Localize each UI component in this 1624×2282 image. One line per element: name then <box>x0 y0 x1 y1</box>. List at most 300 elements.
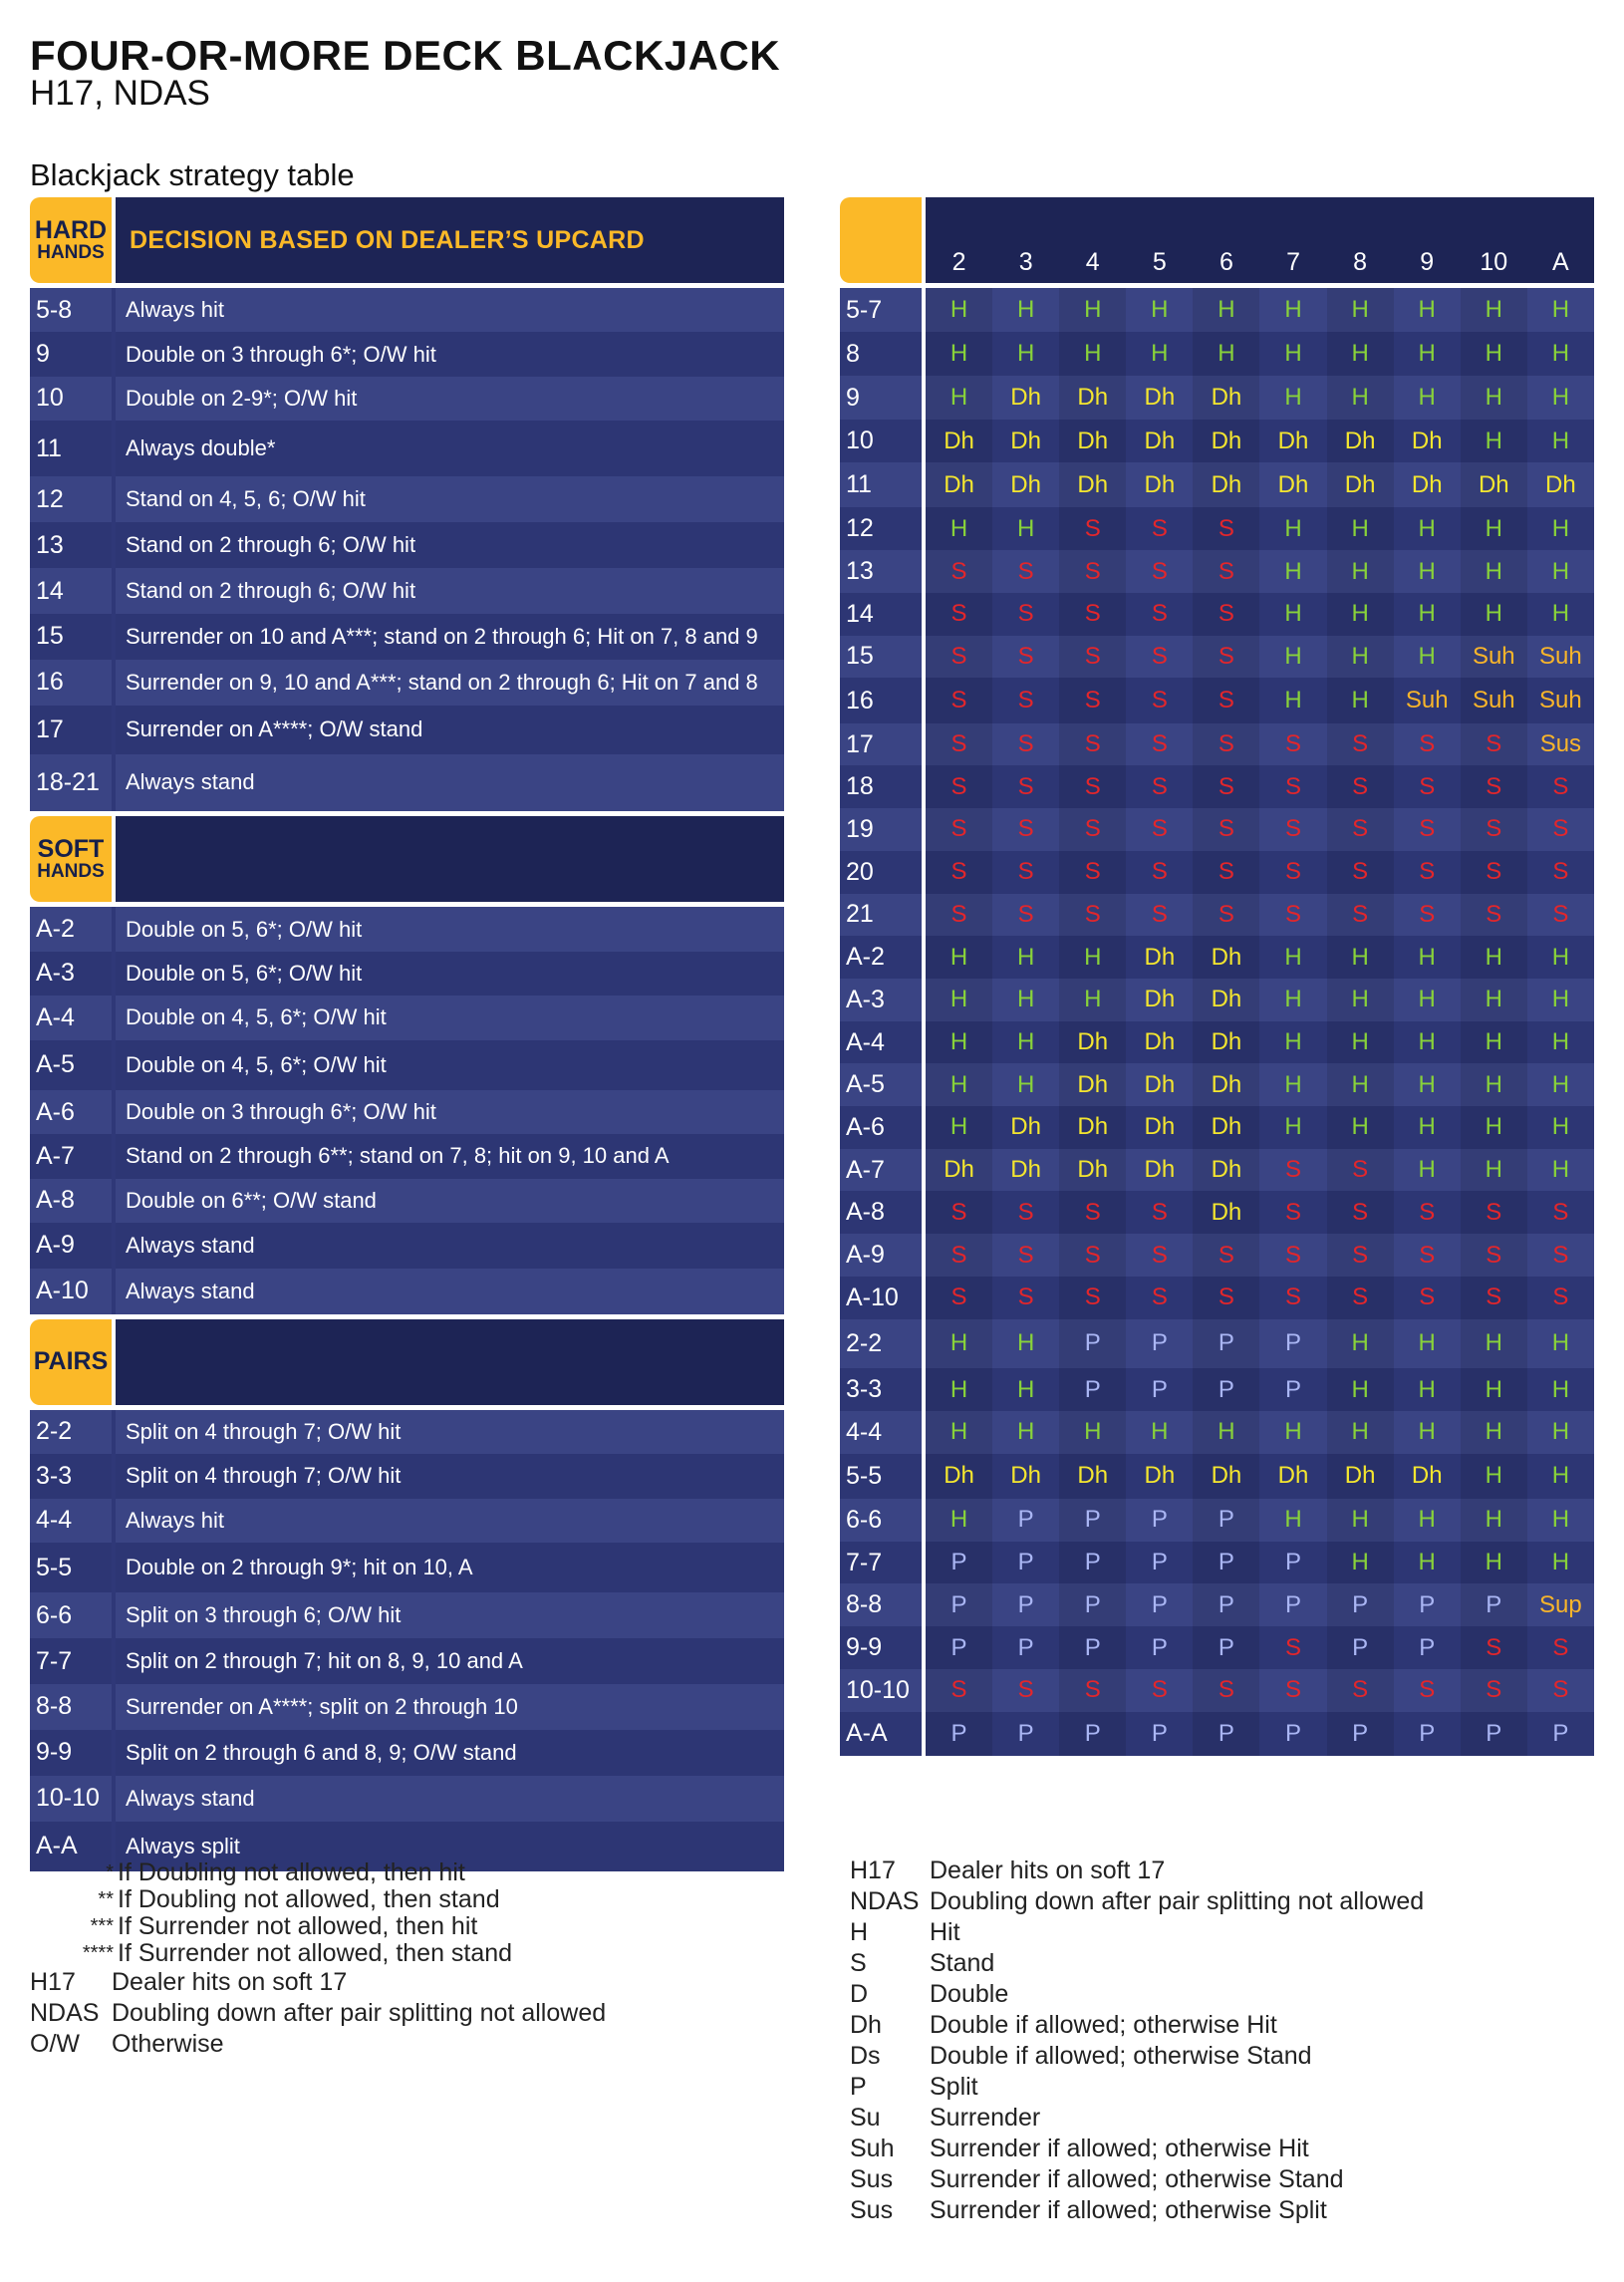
strategy-row <box>30 1269 784 1314</box>
legend-text: Double <box>930 1980 1009 2008</box>
action-cell: S <box>1059 808 1126 851</box>
section-tag <box>30 816 112 902</box>
grid-row <box>840 1149 1594 1192</box>
section-header <box>30 197 784 283</box>
grid-row <box>840 1319 1594 1369</box>
action-cell: H <box>1461 936 1527 979</box>
hand-label: A-6 <box>30 1090 112 1134</box>
strategy-row <box>30 568 784 614</box>
action-cells <box>926 1368 1594 1411</box>
action-cell: H <box>1461 1063 1527 1106</box>
action-cell: S <box>1419 730 1436 758</box>
action-cells <box>926 1583 1594 1626</box>
action-cell: S <box>1193 1234 1259 1277</box>
action-cell: S <box>1419 1284 1436 1311</box>
legend-entry <box>850 2134 1424 2164</box>
grid-row <box>840 1234 1594 1277</box>
hand-description: Always stand <box>116 1223 784 1269</box>
action-cell: P <box>1151 1719 1168 1747</box>
action-cell: S <box>1461 765 1527 808</box>
hand-label: 11 <box>840 462 922 507</box>
footnote-text: If Surrender not allowed, then stand <box>118 1939 513 1967</box>
hand-description: Stand on 2 through 6**; stand on 7, 8; hit on 9, 10 and A <box>116 1134 784 1178</box>
action-cell: P <box>1151 1549 1168 1576</box>
action-cell: S <box>1419 1198 1436 1226</box>
action-cell: P <box>926 1626 992 1669</box>
action-cells <box>926 288 1594 332</box>
action-cell: S <box>1151 557 1168 585</box>
action-cell: Dh <box>1193 462 1259 507</box>
action-cell: S <box>1552 772 1569 800</box>
hand-label: 4-4 <box>30 1499 112 1543</box>
action-cell: Dh <box>1193 1063 1259 1106</box>
action-cell: H <box>1461 1106 1527 1149</box>
action-cell: Dh <box>1144 1462 1176 1490</box>
strategy-row <box>30 522 784 568</box>
legend-text: Stand <box>930 1949 995 1977</box>
action-cells <box>926 420 1594 462</box>
action-cell: S <box>1327 1191 1394 1234</box>
action-cell: P <box>1059 1319 1126 1369</box>
hand-label: 13 <box>840 550 922 593</box>
action-cells <box>926 979 1594 1021</box>
action-cell: H <box>926 1063 992 1106</box>
legend-entry <box>850 1948 1424 1979</box>
hand-label: 6-6 <box>840 1499 922 1542</box>
action-cells <box>926 1277 1594 1319</box>
hand-label: A-9 <box>30 1223 112 1269</box>
hand-label: A-9 <box>840 1234 922 1277</box>
action-cell: P <box>1419 1633 1436 1661</box>
action-cell: P <box>1193 1712 1259 1756</box>
action-cell: H <box>1461 1454 1527 1499</box>
hand-description: Split on 4 through 7; O/W hit <box>116 1454 784 1498</box>
legend-key: Su <box>850 2104 881 2132</box>
upcard-label: 2 <box>951 248 966 276</box>
action-cell: H <box>1461 593 1527 636</box>
action-cell: P <box>1151 1633 1168 1661</box>
hand-label: 10 <box>30 377 112 421</box>
action-cell: Dh <box>1059 420 1126 462</box>
legend-text: Surrender if allowed; otherwise Split <box>930 2196 1327 2224</box>
action-cell: Dh <box>1411 470 1443 498</box>
action-cell: P <box>1552 1719 1569 1747</box>
action-cell: H <box>1016 1028 1035 1055</box>
hand-label: 5-8 <box>30 288 112 332</box>
action-cell: S <box>1419 1241 1436 1269</box>
action-cell: H <box>1327 1063 1394 1106</box>
action-cell: P <box>1193 1499 1259 1542</box>
grid-row <box>840 1712 1594 1756</box>
action-cell: S <box>1285 1198 1302 1226</box>
action-cell: Dh <box>1327 420 1394 462</box>
action-cell: Dh <box>1059 1021 1126 1064</box>
action-cells <box>926 550 1594 593</box>
hand-description: Split on 3 through 6; O/W hit <box>116 1592 784 1638</box>
grid-row <box>840 851 1594 894</box>
action-cells <box>926 936 1594 979</box>
hand-description: Double on 2-9*; O/W hit <box>116 377 784 421</box>
hand-description: Double on 3 through 6*; O/W hit <box>116 332 784 376</box>
action-cell: S <box>1461 723 1527 766</box>
action-cell: H <box>926 1411 992 1454</box>
strategy-row <box>30 1638 784 1684</box>
action-cell: S <box>1461 1669 1527 1712</box>
action-cell: S <box>1059 1277 1126 1319</box>
hand-label: A-5 <box>30 1040 112 1090</box>
section-tag-line1: PAIRS <box>33 1347 109 1376</box>
strategy-row <box>30 421 784 476</box>
action-cell: H <box>1016 296 1035 324</box>
action-cell: S <box>1193 1277 1259 1319</box>
hand-description: Stand on 2 through 6; O/W hit <box>116 568 784 614</box>
action-cell: H <box>1327 1021 1394 1064</box>
section-header <box>30 816 784 902</box>
hand-label: 15 <box>840 636 922 679</box>
page-subtitle: H17, NDAS <box>30 74 210 113</box>
legend-entry <box>850 1917 1424 1948</box>
footnote-text: If Doubling not allowed, then hit <box>118 1858 465 1886</box>
grid-row <box>840 636 1594 679</box>
action-cell: S <box>1285 1156 1302 1184</box>
action-cell: Dh <box>1059 1106 1126 1149</box>
footnote <box>30 1913 606 1940</box>
action-cell: H <box>1059 1411 1126 1454</box>
action-cell: P <box>1017 1719 1034 1747</box>
action-cell: H <box>1016 943 1035 971</box>
action-cell: H <box>1551 1462 1570 1490</box>
action-cell: S <box>1193 507 1259 550</box>
action-cell: H <box>1193 288 1259 332</box>
legend-key: Dh <box>850 2011 882 2039</box>
legend-text: Surrender <box>930 2104 1041 2132</box>
action-cell: Dh <box>1461 462 1527 507</box>
action-cell: Dh <box>926 462 992 507</box>
hand-label: 5-7 <box>840 288 922 332</box>
hand-label: A-4 <box>30 996 112 1039</box>
action-cell: Dh <box>1144 427 1176 454</box>
action-cell: Dh <box>1144 943 1176 971</box>
strategy-row <box>30 1730 784 1776</box>
hand-label: A-3 <box>840 979 922 1021</box>
hand-label: 6-6 <box>30 1592 112 1638</box>
action-cell: S <box>1285 858 1302 886</box>
legend-entry <box>850 2041 1424 2072</box>
action-cell: H <box>1551 1070 1570 1098</box>
action-cell: Dh <box>1144 470 1176 498</box>
action-cell: S <box>1017 1676 1034 1704</box>
action-cell: S <box>1552 1284 1569 1311</box>
action-cell: S <box>926 1234 992 1277</box>
action-cell: S <box>1327 894 1394 937</box>
legend-key: H17 <box>850 1856 896 1884</box>
grid-row <box>840 1583 1594 1626</box>
legend-key: D <box>850 1980 869 2008</box>
strategy-row <box>30 332 784 376</box>
action-cell: S <box>1017 1198 1034 1226</box>
hand-description: Split on 2 through 7; hit on 8, 9, 10 and A <box>116 1638 784 1684</box>
action-cells <box>926 1149 1594 1192</box>
action-cell: H <box>1461 1542 1527 1584</box>
action-cell: H <box>1016 514 1035 542</box>
action-cell: H <box>1284 1418 1302 1446</box>
action-cells <box>926 1021 1594 1064</box>
action-cells <box>926 1106 1594 1149</box>
action-cell: H <box>926 288 992 332</box>
action-cell: S <box>1059 1234 1126 1277</box>
action-cell: P <box>1017 1633 1034 1661</box>
table-caption: Blackjack strategy table <box>30 157 355 192</box>
action-cell: P <box>1419 1719 1436 1747</box>
action-cell: H <box>1461 288 1527 332</box>
abbreviation-key: O/W <box>30 2030 80 2058</box>
hand-description: Always split <box>116 1822 784 1871</box>
action-cell: Dh <box>1277 1462 1309 1490</box>
hand-label: 7-7 <box>30 1638 112 1684</box>
action-cell: H <box>1016 340 1035 368</box>
action-cell: S <box>926 1277 992 1319</box>
strategy-row <box>30 660 784 706</box>
dealer-upcards <box>926 197 1594 283</box>
action-cell: H <box>1327 1411 1394 1454</box>
action-cell: S <box>926 851 992 894</box>
action-cell: Dh <box>1277 427 1309 454</box>
action-cell: H <box>1193 1411 1259 1454</box>
hand-label: A-A <box>30 1822 112 1871</box>
legend-text: Double if allowed; otherwise Stand <box>930 2042 1312 2070</box>
hand-description: Split on 2 through 6 and 8, 9; O/W stand <box>116 1730 784 1776</box>
action-cell: S <box>1461 1234 1527 1277</box>
action-cell: H <box>1327 1368 1394 1411</box>
action-cell: H <box>1327 636 1394 679</box>
section-rows <box>30 1410 784 1871</box>
hand-label: 17 <box>840 723 922 766</box>
action-cell: H <box>1327 507 1394 550</box>
action-cell: S <box>1327 723 1394 766</box>
footnote-mark: *** <box>90 1915 114 1937</box>
action-cell: S <box>1552 1676 1569 1704</box>
action-cell: Dh <box>1193 1021 1259 1064</box>
action-cell: S <box>1461 1191 1527 1234</box>
hand-label: 9-9 <box>30 1730 112 1776</box>
action-cell: H <box>1418 986 1436 1013</box>
action-cell: S <box>1151 1198 1168 1226</box>
action-cell: Dh <box>1059 376 1126 420</box>
hand-description: Surrender on 9, 10 and A***; stand on 2 through 6; Hit on 7 and 8 <box>116 660 784 706</box>
hand-label: A-A <box>840 1712 922 1756</box>
strategy-row <box>30 754 784 812</box>
action-cell: Dh <box>1277 470 1309 498</box>
action-cell: H <box>1284 1113 1302 1141</box>
action-cell: H <box>1327 288 1394 332</box>
hand-description: Surrender on A****; O/W stand <box>116 706 784 754</box>
action-cell: S <box>926 678 992 722</box>
strategy-row <box>30 476 784 522</box>
action-cell: H <box>1418 1070 1436 1098</box>
grid-row <box>840 288 1594 332</box>
grid-row <box>840 593 1594 636</box>
hand-label: A-2 <box>30 907 112 951</box>
strategy-row <box>30 1776 784 1822</box>
legend-entry <box>850 2072 1424 2103</box>
action-cell: H <box>1461 507 1527 550</box>
action-cell: H <box>1551 600 1570 628</box>
action-cell: H <box>1016 1375 1035 1403</box>
action-cell: H <box>1461 1411 1527 1454</box>
action-cell: S <box>1419 1676 1436 1704</box>
action-cell: S <box>1059 765 1126 808</box>
abbreviation-key: H17 <box>30 1968 76 1996</box>
upcard-label: 7 <box>1286 248 1300 276</box>
action-cell: P <box>926 1542 992 1584</box>
action-cell: H <box>1418 600 1436 628</box>
action-cell: S <box>1059 678 1126 722</box>
legend-text: Split <box>930 2073 978 2101</box>
hand-description: Surrender on 10 and A***; stand on 2 through 6; Hit on 7, 8 and 9 <box>116 614 784 660</box>
action-cell: S <box>1285 1284 1302 1311</box>
legend-entry <box>850 1979 1424 2010</box>
footnote <box>30 1859 606 1886</box>
action-cell: H <box>1418 1113 1436 1141</box>
hand-label: 8 <box>840 332 922 376</box>
action-cell: S <box>1327 1149 1394 1192</box>
hand-description: Stand on 4, 5, 6; O/W hit <box>116 476 784 522</box>
strategy-row <box>30 907 784 951</box>
footnotes <box>30 1859 606 2060</box>
action-cell: Dh <box>1010 1462 1041 1490</box>
action-cell: Dh <box>1010 427 1041 454</box>
action-cell: P <box>1285 1549 1302 1576</box>
action-cell: P <box>1193 1319 1259 1369</box>
action-cell: H <box>1551 514 1570 542</box>
action-cell: S <box>1193 851 1259 894</box>
action-cells <box>926 1454 1594 1499</box>
action-cell: S <box>1419 858 1436 886</box>
action-cell: H <box>1418 557 1436 585</box>
action-cells <box>926 1063 1594 1106</box>
hand-description: Always stand <box>116 1269 784 1314</box>
action-cell: P <box>1017 1590 1034 1618</box>
action-cell: Dh <box>1327 1454 1394 1499</box>
action-cell: S <box>926 894 992 937</box>
action-cell: S <box>1017 600 1034 628</box>
action-cell: S <box>1327 808 1394 851</box>
action-cell: H <box>1461 420 1527 462</box>
action-cells <box>926 376 1594 420</box>
upcard-label: 8 <box>1353 248 1368 276</box>
action-cell: H <box>1284 1028 1302 1055</box>
hand-description: Split on 4 through 7; O/W hit <box>116 1410 784 1454</box>
action-cell: S <box>926 1669 992 1712</box>
grid-row <box>840 1021 1594 1064</box>
action-cell: S <box>1059 723 1126 766</box>
action-cell: S <box>1552 900 1569 928</box>
action-cell: P <box>1193 1542 1259 1584</box>
action-cell: H <box>1016 1329 1035 1357</box>
action-cell: S <box>1193 593 1259 636</box>
abbreviation-text: Otherwise <box>112 2030 224 2058</box>
action-cell: P <box>1017 1549 1034 1576</box>
action-cell: P <box>1151 1329 1168 1357</box>
action-cell: H <box>1418 1028 1436 1055</box>
strategy-row <box>30 1410 784 1454</box>
action-cell: H <box>1151 1418 1169 1446</box>
action-cell: Sus <box>1539 730 1582 758</box>
footnote-mark: * <box>106 1861 114 1883</box>
action-cell: H <box>1461 1368 1527 1411</box>
action-cell: P <box>926 1583 992 1626</box>
grid-row <box>840 1277 1594 1319</box>
action-cell: S <box>1017 900 1034 928</box>
action-cells <box>926 1626 1594 1669</box>
hand-description: Stand on 2 through 6; O/W hit <box>116 522 784 568</box>
grid-rows <box>840 288 1594 1756</box>
hand-label: A-4 <box>840 1021 922 1064</box>
hand-label: 2-2 <box>30 1410 112 1454</box>
action-cell: S <box>1461 1277 1527 1319</box>
abbreviation <box>30 1967 606 1998</box>
action-cell: S <box>1419 815 1436 843</box>
action-cell: H <box>1327 678 1394 722</box>
legend-key: Ds <box>850 2042 881 2070</box>
legend-key: NDAS <box>850 1887 920 1915</box>
strategy-row <box>30 1543 784 1592</box>
strategy-row <box>30 706 784 754</box>
action-cell: S <box>1059 593 1126 636</box>
legend-entry <box>850 2195 1424 2226</box>
action-cells <box>926 593 1594 636</box>
action-cell: P <box>926 1712 992 1756</box>
action-cell: H <box>1551 943 1570 971</box>
abbreviation <box>30 2029 606 2060</box>
action-cell: S <box>1552 1241 1569 1269</box>
hand-label: 10 <box>840 420 922 462</box>
action-cell: H <box>926 332 992 376</box>
action-cell: H <box>1059 936 1126 979</box>
action-cell: Dh <box>1144 1070 1176 1098</box>
hand-label: A-10 <box>30 1269 112 1314</box>
section-tag <box>30 1319 112 1405</box>
action-cell: S <box>1285 730 1302 758</box>
hand-description: Surrender on A****; split on 2 through 10 <box>116 1684 784 1730</box>
legend-key: Suh <box>850 2135 895 2162</box>
upcard-label: 4 <box>1085 248 1100 276</box>
action-cell: H <box>1461 376 1527 420</box>
action-cell: H <box>1151 340 1169 368</box>
upcard-label: 6 <box>1218 248 1233 276</box>
action-cell: H <box>1016 986 1035 1013</box>
action-cell: H <box>1327 332 1394 376</box>
action-cell: H <box>1284 642 1302 670</box>
action-cell: S <box>1059 851 1126 894</box>
hand-description: Double on 6**; O/W stand <box>116 1179 784 1223</box>
action-cell: S <box>1017 815 1034 843</box>
upcard-label: 5 <box>1152 248 1167 276</box>
action-cell: S <box>1552 815 1569 843</box>
abbreviation-key: NDAS <box>30 1999 100 2027</box>
action-cell: H <box>1284 340 1302 368</box>
action-cell: S <box>1193 636 1259 679</box>
action-cells <box>926 1191 1594 1234</box>
action-cell: S <box>1151 1676 1168 1704</box>
action-cell: Dh <box>1193 1454 1259 1499</box>
page-title: FOUR-OR-MORE DECK BLACKJACK <box>30 32 781 79</box>
action-cell: S <box>1059 894 1126 937</box>
action-cell: P <box>1059 1368 1126 1411</box>
action-cell: S <box>1461 894 1527 937</box>
action-cell: S <box>1461 808 1527 851</box>
hand-description: Always hit <box>116 288 784 332</box>
